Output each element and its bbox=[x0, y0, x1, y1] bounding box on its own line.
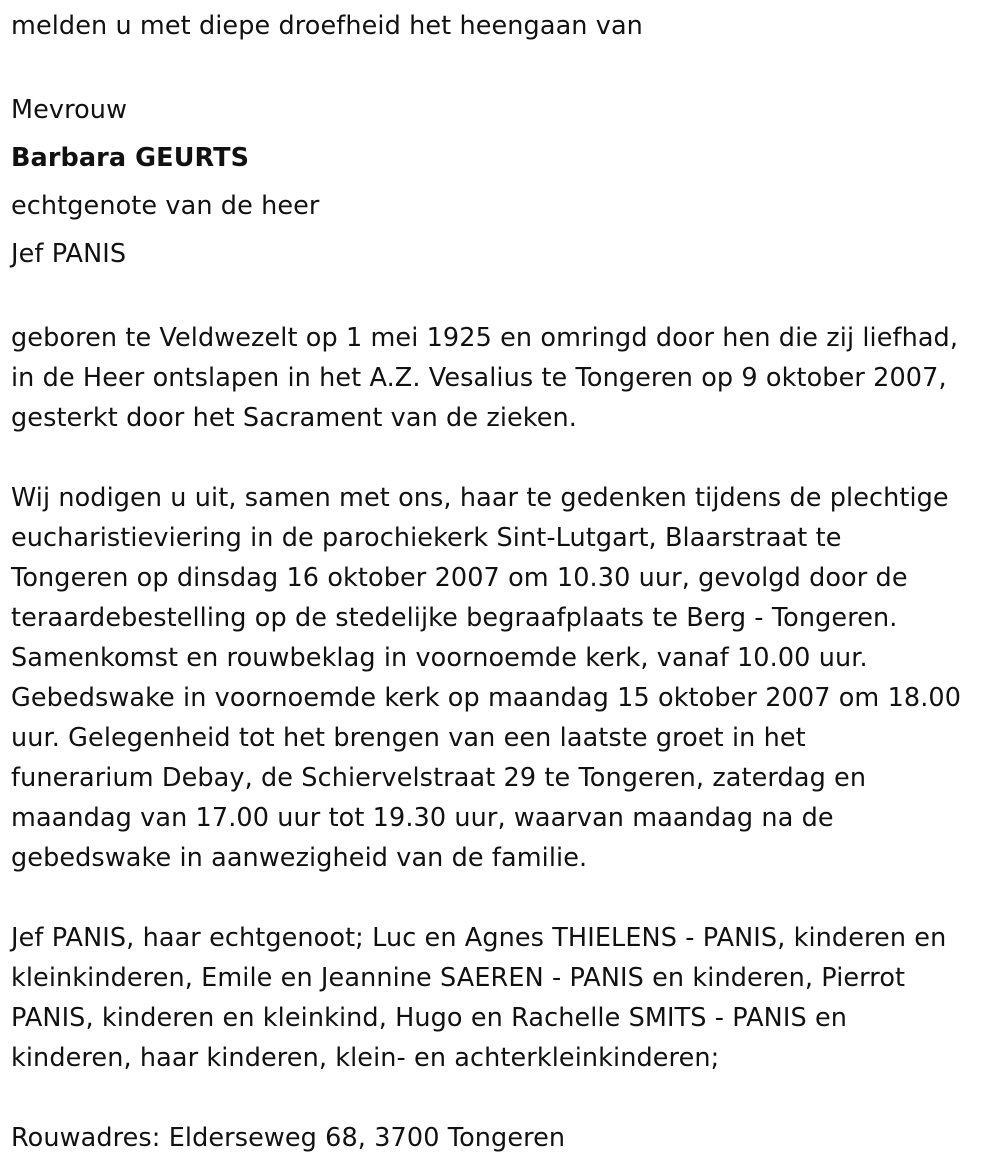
paragraph-line: gesterkt door het Sacrament van de zieken. bbox=[11, 403, 578, 433]
paragraph-line: maandag van 17.00 uur tot 19.30 uur, waarvan maandag na de bbox=[11, 803, 834, 833]
paragraph-line: kinderen, haar kinderen, klein- en achterkleinkinderen; bbox=[11, 1043, 720, 1073]
spacer bbox=[11, 1078, 991, 1118]
paragraph-line: Gebedswake in voornoemde kerk op maandag 15 oktober 2007 om 18.00 bbox=[11, 683, 962, 713]
spouse-name: Jef PANIS bbox=[11, 239, 127, 269]
mourning-address: Rouwadres: Elderseweg 68, 3700 Tongeren bbox=[11, 1123, 566, 1153]
paragraph-line: geboren te Veldwezelt op 1 mei 1925 en omringd door hen die zij liefhad, bbox=[11, 323, 959, 353]
paragraph-line: gebedswake in aanwezigheid van de familie. bbox=[11, 843, 588, 873]
spacer bbox=[11, 878, 991, 918]
paragraph-line: PANIS, kinderen en kleinkind, Hugo en Rachelle SMITS - PANIS en bbox=[11, 1003, 848, 1033]
paragraph-line: Jef PANIS, haar echtgenoot; Luc en Agnes THIELENS - PANIS, kinderen en bbox=[11, 923, 947, 953]
intro-text: melden u met diepe droefheid het heengaan van bbox=[11, 11, 643, 41]
address-paragraph bbox=[11, 1118, 991, 1158]
paragraph-line: Wij nodigen u uit, samen met ons, haar te gedenken tijdens de plechtige bbox=[11, 483, 949, 513]
paragraph-line: uur. Gelegenheid tot het brengen van een laatste groet in het bbox=[11, 723, 806, 753]
paragraph-line: teraardebestelling op de stedelijke begraafplaats te Berg - Tongeren. bbox=[11, 603, 898, 633]
ceremony-paragraph bbox=[11, 478, 991, 878]
paragraph-line: eucharistieviering in de parochiekerk Sint-Lutgart, Blaarstraat te bbox=[11, 523, 842, 553]
deceased-name: Barbara GEURTS bbox=[11, 143, 250, 173]
spacer bbox=[11, 46, 991, 86]
paragraph-line: in de Heer ontslapen in het A.Z. Vesalius te Tongeren op 9 oktober 2007, bbox=[11, 363, 947, 393]
paragraph-line: kleinkinderen, Emile en Jeannine SAEREN - PANIS en kinderen, Pierrot bbox=[11, 963, 906, 993]
deceased-relation: echtgenote van de heer bbox=[11, 191, 320, 221]
birth-death-paragraph bbox=[11, 318, 991, 438]
family-paragraph bbox=[11, 918, 991, 1078]
paragraph-line: funerarium Debay, de Schiervelstraat 29 te Tongeren, zaterdag en bbox=[11, 763, 867, 793]
paragraph-line: Tongeren op dinsdag 16 oktober 2007 om 10.30 uur, gevolgd door de bbox=[11, 563, 908, 593]
obituary-document bbox=[11, 6, 991, 1158]
spacer bbox=[11, 278, 991, 318]
deceased-block bbox=[11, 86, 991, 278]
deceased-title: Mevrouw bbox=[11, 95, 128, 125]
paragraph-line: Samenkomst en rouwbeklag in voornoemde kerk, vanaf 10.00 uur. bbox=[11, 643, 868, 673]
spacer bbox=[11, 438, 991, 478]
